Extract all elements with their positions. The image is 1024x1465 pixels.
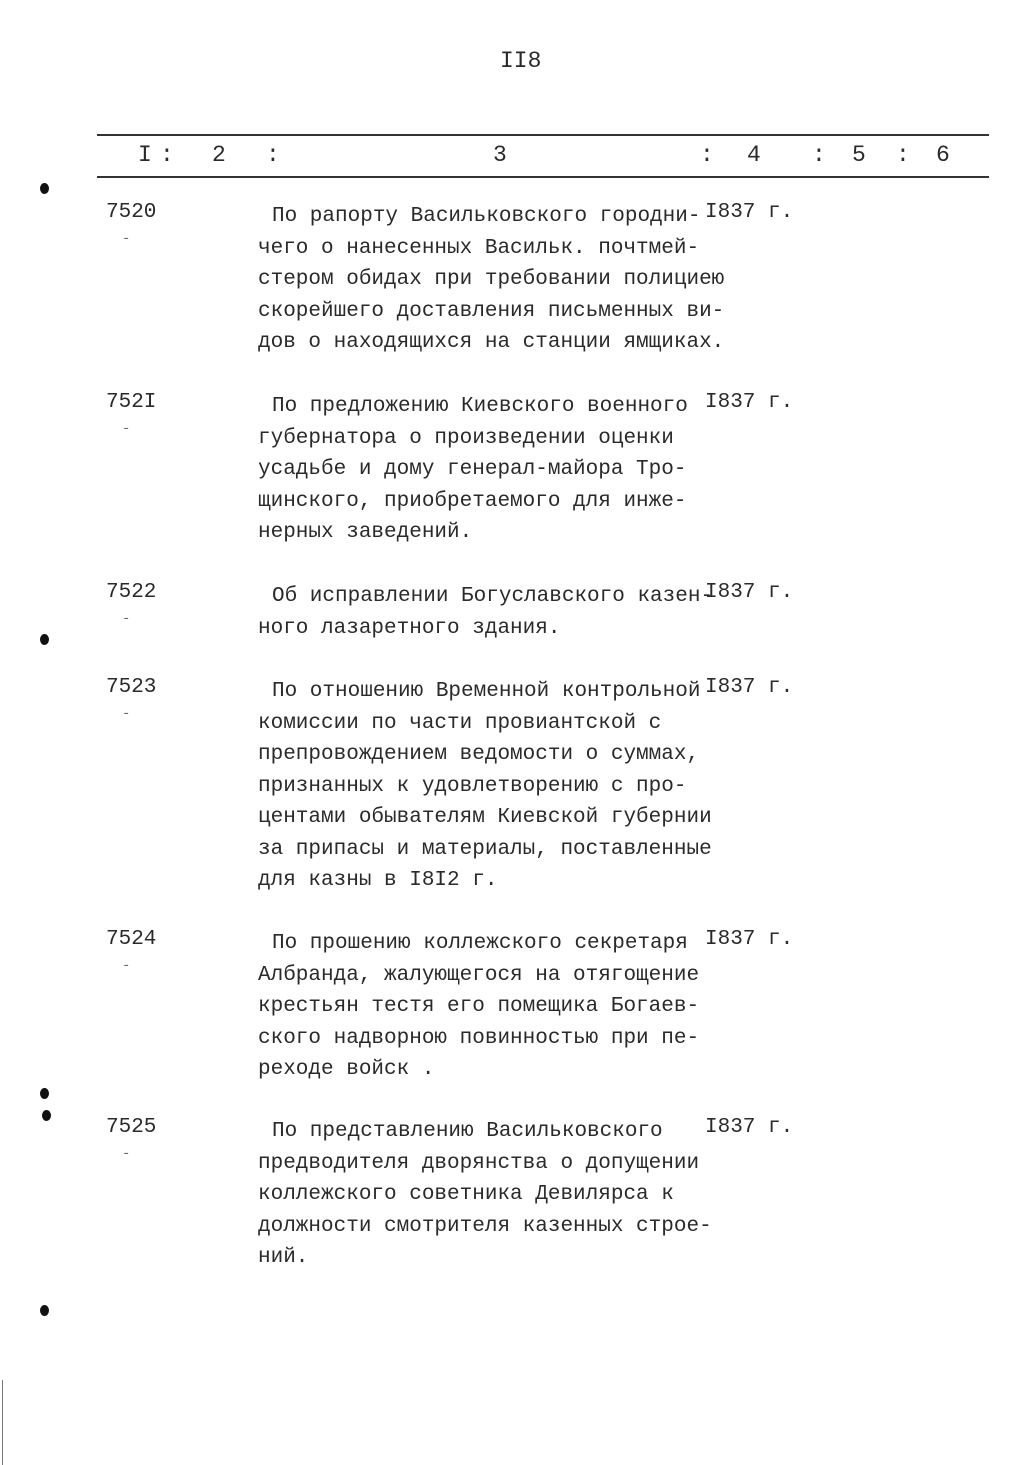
col-separator: :	[266, 142, 280, 168]
col-separator: :	[700, 142, 714, 168]
entry-number: 7525	[106, 1116, 157, 1139]
description-line: ного лазаретного здания.	[258, 616, 561, 640]
description-line: нерных заведений.	[258, 521, 473, 544]
description-line: для казны в I8I2 г.	[258, 869, 498, 892]
description-line: По предложению Киевского военного	[272, 395, 688, 418]
description-line: предводителя дворянства о допущении	[258, 1151, 700, 1175]
description-line: чего о нанесенных Васильк. почтмей-	[258, 236, 700, 260]
description-line: губернатора о произведении оценки	[258, 426, 674, 450]
description-line: скорейшего доставления письменных ви-	[258, 299, 725, 323]
entry-number: 7522	[106, 581, 157, 604]
entry-number: 7520	[106, 201, 157, 224]
entry-description	[258, 676, 712, 897]
entry-year: I837 г.	[705, 391, 794, 414]
col-header-6: 6	[936, 142, 950, 168]
description-line: признанных к удовлетворению с про-	[258, 774, 687, 798]
entry-description	[258, 928, 699, 1086]
entry-description	[258, 201, 724, 359]
col-header-5: 5	[852, 142, 866, 168]
entry-year: I837 г.	[705, 201, 794, 224]
entry-description	[258, 391, 688, 549]
description-line: дов о находящихся на станции ямщиках.	[258, 331, 725, 354]
description-line: препровождением ведомости о суммах,	[258, 743, 700, 766]
header-top-rule	[97, 134, 989, 136]
entry-mark: -	[122, 421, 131, 437]
description-line: ний.	[258, 1246, 309, 1269]
header-bottom-rule	[97, 176, 989, 178]
entry-mark: -	[122, 611, 131, 627]
description-line: усадьбе и дому генерал-майора Тро-	[258, 458, 687, 481]
entry-mark: -	[122, 958, 131, 974]
punch-hole-mark	[42, 1110, 51, 1121]
entry-description	[258, 1116, 712, 1274]
punch-hole-mark	[40, 183, 49, 194]
col-header-3: 3	[493, 142, 507, 168]
description-line: щинского, приобретаемого для инже-	[258, 489, 687, 513]
description-line: стером обидах при требовании полициею	[258, 268, 725, 291]
entry-number: 7524	[106, 928, 157, 951]
entry-description	[258, 581, 713, 644]
entry-mark: -	[122, 1146, 131, 1162]
scan-edge-line	[2, 1380, 3, 1465]
entry-mark: -	[122, 706, 131, 722]
description-line: По отношению Временной контрольной	[272, 680, 701, 703]
description-line: ского надворною повинностью при пе-	[258, 1026, 700, 1050]
description-line: за припасы и материалы, поставленные	[258, 837, 712, 861]
col-separator: :	[160, 142, 174, 168]
punch-hole-mark	[40, 1305, 49, 1316]
col-header-4: 4	[747, 142, 761, 168]
entry-year: I837 г.	[705, 1116, 794, 1139]
punch-hole-mark	[40, 634, 49, 645]
col-separator: :	[812, 142, 826, 168]
description-line: реходе войск .	[258, 1058, 435, 1081]
description-line: По рапорту Васильковского городни-	[272, 205, 701, 228]
entry-number: 752I	[106, 391, 157, 414]
entry-year: I837 г.	[705, 581, 794, 604]
entry-mark: -	[122, 231, 131, 247]
description-line: коллежского советника Девилярса к	[258, 1183, 674, 1206]
description-line: Об исправлении Богуславского казен-	[272, 585, 714, 608]
description-line: крестьян тестя его помещика Богаев-	[258, 995, 700, 1018]
col-header-2: 2	[212, 142, 226, 168]
description-line: По представлению Васильковского	[272, 1120, 663, 1143]
description-line: Албранда, жалующегося на отягощение	[258, 963, 700, 987]
punch-hole-mark	[40, 1088, 49, 1099]
description-line: центами обывателям Киевской губернии	[258, 806, 712, 829]
col-header-1: I	[138, 142, 152, 168]
description-line: комиссии по части провиантской с	[258, 711, 662, 735]
entry-year: I837 г.	[705, 676, 794, 699]
description-line: должности смотрителя казенных строе-	[258, 1214, 712, 1238]
entry-year: I837 г.	[705, 928, 794, 951]
entry-number: 7523	[106, 676, 157, 699]
col-separator: :	[896, 142, 910, 168]
page-number: II8	[500, 48, 542, 74]
description-line: По прошению коллежского секретаря	[272, 932, 688, 955]
